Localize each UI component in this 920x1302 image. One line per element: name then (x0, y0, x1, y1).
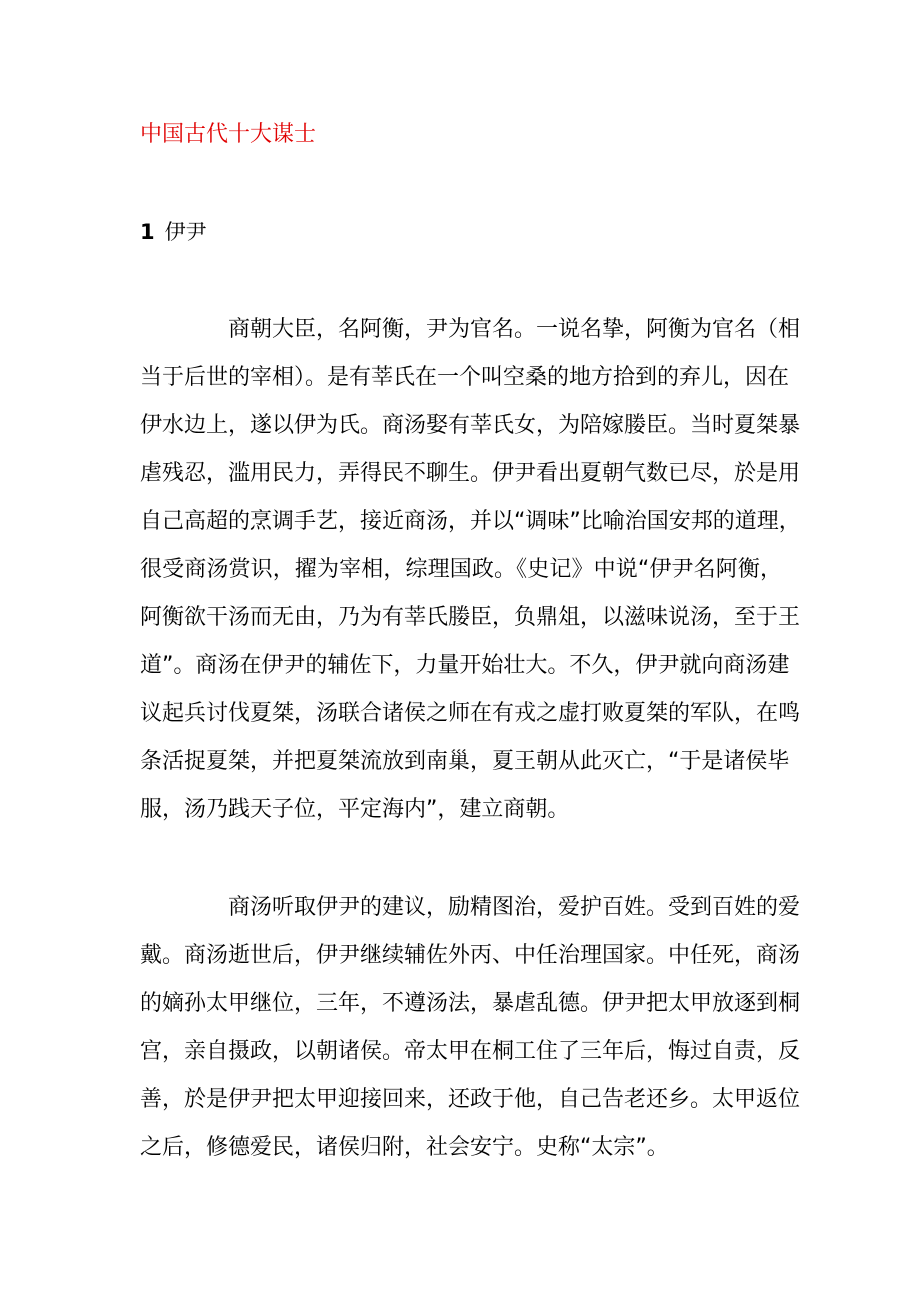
paragraph-line: 商朝大臣，名阿衡，尹为官名。一说名挚，阿衡为官名（相 (228, 317, 801, 342)
paragraph-line: 议起兵讨伐夏桀，汤联合诸侯之师在有戎之虚打败夏桀的军队，在鸣 (140, 701, 801, 726)
paragraph-line: 之后，修德爱民，诸侯归附，社会安宁。史称“太宗”。 (140, 1135, 669, 1160)
section-name: 伊尹 (164, 220, 207, 244)
paragraph-line: 条活捉夏桀，并把夏桀流放到南巢，夏王朝从此灭亡，“于是诸侯毕 (140, 749, 790, 774)
paragraph-line: 服，汤乃践天子位，平定海内”，建立商朝。 (140, 797, 570, 822)
paragraph-line: 很受商汤赏识，擢为宰相，综理国政。《史记》中说“伊尹名阿衡， (140, 557, 782, 582)
section-heading (140, 218, 207, 246)
paragraph-line: 道”。商汤在伊尹的辅佐下，力量开始壮大。不久，伊尹就向商汤建 (140, 653, 790, 678)
paragraph-1 (140, 306, 801, 834)
paragraph-line: 商汤听取伊尹的建议，励精图治，爱护百姓。受到百姓的爱 (228, 895, 801, 920)
document-title: 中国古代十大谋士 (140, 122, 317, 147)
section-number: 1 (140, 220, 155, 244)
paragraph-line: 阿衡欲干汤而无由，乃为有莘氏媵臣，负鼎俎，以滋味说汤，至于王 (140, 605, 801, 630)
paragraph-line: 当于后世的宰相）。是有莘氏在一个叫空桑的地方拾到的弃儿，因在 (140, 365, 790, 390)
paragraph-line: 戴。商汤逝世后，伊尹继续辅佐外丙、中任治理国家。中任死，商汤 (140, 943, 801, 968)
paragraph-line: 伊水边上，遂以伊为氏。商汤娶有莘氏女，为陪嫁媵臣。当时夏桀暴 (140, 413, 801, 438)
paragraph-2 (140, 884, 801, 1172)
paragraph-line: 自己高超的烹调手艺，接近商汤，并以“调味”比喻治国安邦的道理， (140, 509, 801, 534)
paragraph-line: 善，於是伊尹把太甲迎接回来，还政于他，自己告老还乡。太甲返位 (140, 1087, 801, 1112)
paragraph-line: 的嫡孙太甲继位，三年，不遵汤法，暴虐乱德。伊尹把太甲放逐到桐 (140, 991, 801, 1016)
paragraph-line: 宫，亲自摄政，以朝诸侯。帝太甲在桐工住了三年后，悔过自责，反 (140, 1039, 801, 1064)
paragraph-line: 虐残忍，滥用民力，弄得民不聊生。伊尹看出夏朝气数已尽，於是用 (140, 461, 801, 486)
